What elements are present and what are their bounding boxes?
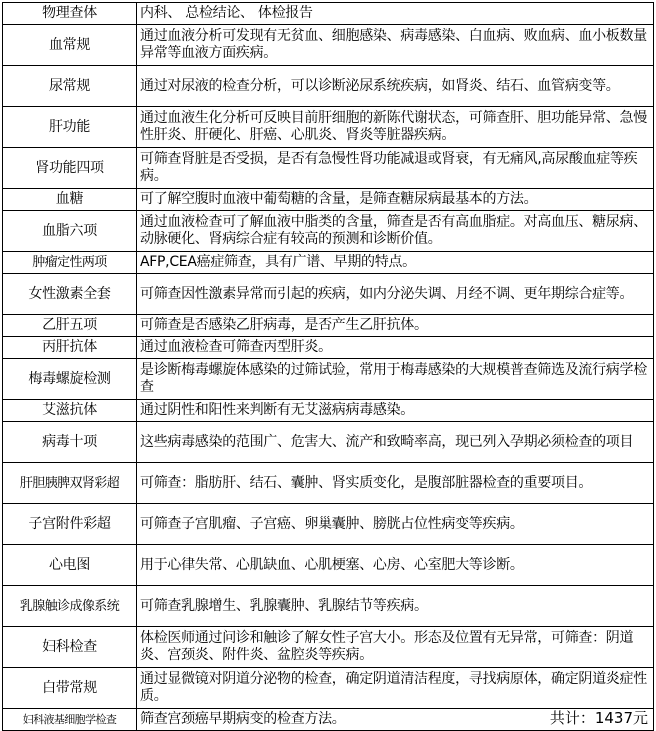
table-row [3,586,654,627]
table-row [3,107,654,148]
item-name: 尿常规 [3,66,137,107]
table-row [3,627,654,668]
item-name: 子宫附件彩超 [3,504,137,545]
exam-items-table [2,2,654,731]
item-description: 通过血液检查可筛查丙型肝炎。 [137,337,654,359]
item-name: 肝功能 [3,107,137,148]
item-description: 通过显微镜对阴道分泌物的检查，确定阴道清洁程度，寻找病原体，确定阴道炎症性质。 [137,668,654,709]
table-row [3,252,654,274]
table-row [3,504,654,545]
item-name: 女性激素全套 [3,274,137,315]
table-row [3,463,654,504]
total-price: 共计：1437元 [549,709,648,727]
item-description: 通过阴性和阳性来判断有无艾滋病病毒感染。 [137,400,654,422]
item-description: 是诊断梅毒螺旋体感染的过筛试验，常用于梅毒感染的大规模普查筛选及流行病学检查 [137,359,654,400]
item-name: 白带常规 [3,668,137,709]
table-row [3,315,654,337]
table-row [3,274,654,315]
item-name: 物理查体 [3,3,137,25]
table-row [3,359,654,400]
table-row [3,422,654,463]
item-description: 通过血液分析可发现有无贫血、细胞感染、病毒感染、白血病、败血病、血小板数量异常等血液方面疾病。 [137,25,654,66]
item-name: 肾功能四项 [3,148,137,189]
table-row [3,337,654,359]
item-name: 丙肝抗体 [3,337,137,359]
item-description: 内科、 总检结论、 体检报告 [137,3,654,25]
item-description: 用于心律失常、心肌缺血、心肌梗塞、心房、心室肥大等诊断。 [137,545,654,586]
table-row [3,3,654,25]
item-description: 可了解空腹时血液中葡萄糖的含量，是筛查糖尿病最基本的方法。 [137,189,654,211]
item-name: 血脂六项 [3,211,137,252]
item-description: 通过对尿液的检查分析，可以诊断泌尿系统疾病，如肾炎、结石、血管病变等。 [137,66,654,107]
item-name: 血糖 [3,189,137,211]
table-row [3,148,654,189]
item-description: 可筛查子宫肌瘤、子宫癌、卵巢囊肿、膀胱占位性病变等疾病。 [137,504,654,545]
table-row [3,189,654,211]
item-description: 筛查宫颈癌早期病变的检查方法。 [137,709,654,731]
table-row [3,668,654,709]
item-name: 妇科检查 [3,627,137,668]
table-row [3,400,654,422]
item-name: 心电图 [3,545,137,586]
item-description: 可筛查：脂肪肝、结石、囊肿、肾实质变化，是腹部脏器检查的重要项目。 [137,463,654,504]
item-name: 乳腺触诊成像系统 [3,586,137,627]
item-name: 妇科液基细胞学检查 [3,709,137,731]
item-description: 体检医师通过问诊和触诊了解女性子宫大小。形态及位置有无异常，可筛查：阴道炎、宫颈炎、附件炎、盆腔炎等疾病。 [137,627,654,668]
item-description: AFP,CEA癌症筛查，具有广谱、早期的特点。 [137,252,654,274]
item-description: 可筛查乳腺增生、乳腺囊肿、乳腺结节等疾病。 [137,586,654,627]
item-description: 通过血液检查可了解血液中脂类的含量，筛查是否有高血脂症。对高血压、糖尿病、 动脉硬化、肾病综合症有较高的预测和诊断价值。 [137,211,654,252]
table-row [3,25,654,66]
table-row [3,545,654,586]
item-name: 肝胆胰脾双肾彩超 [3,463,137,504]
table-row [3,66,654,107]
item-name: 乙肝五项 [3,315,137,337]
item-description: 这些病毒感染的范围广、危害大、流产和致畸率高，现已列入孕期必须检查的项目 [137,422,654,463]
item-description: 通过血液生化分析可反映目前肝细胞的新陈代谢状态，可筛查肝、胆功能异常、急慢性肝炎、肝硬化、肝癌、心肌炎、肾炎等脏器疾病。 [137,107,654,148]
item-name: 肿瘤定性两项 [3,252,137,274]
item-name: 血常规 [3,25,137,66]
item-name: 艾滋抗体 [3,400,137,422]
item-description: 可筛查肾脏是否受损，是否有急慢性肾功能减退或肾衰，有无痛风,高尿酸血症等疾病。 [137,148,654,189]
item-description: 可筛查是否感染乙肝病毒，是否产生乙肝抗体。 [137,315,654,337]
item-description: 可筛查因性激素异常而引起的疾病，如内分泌失调、月经不调、更年期综合症等。 [137,274,654,315]
item-name: 病毒十项 [3,422,137,463]
item-name: 梅毒螺旋检测 [3,359,137,400]
table-row [3,211,654,252]
